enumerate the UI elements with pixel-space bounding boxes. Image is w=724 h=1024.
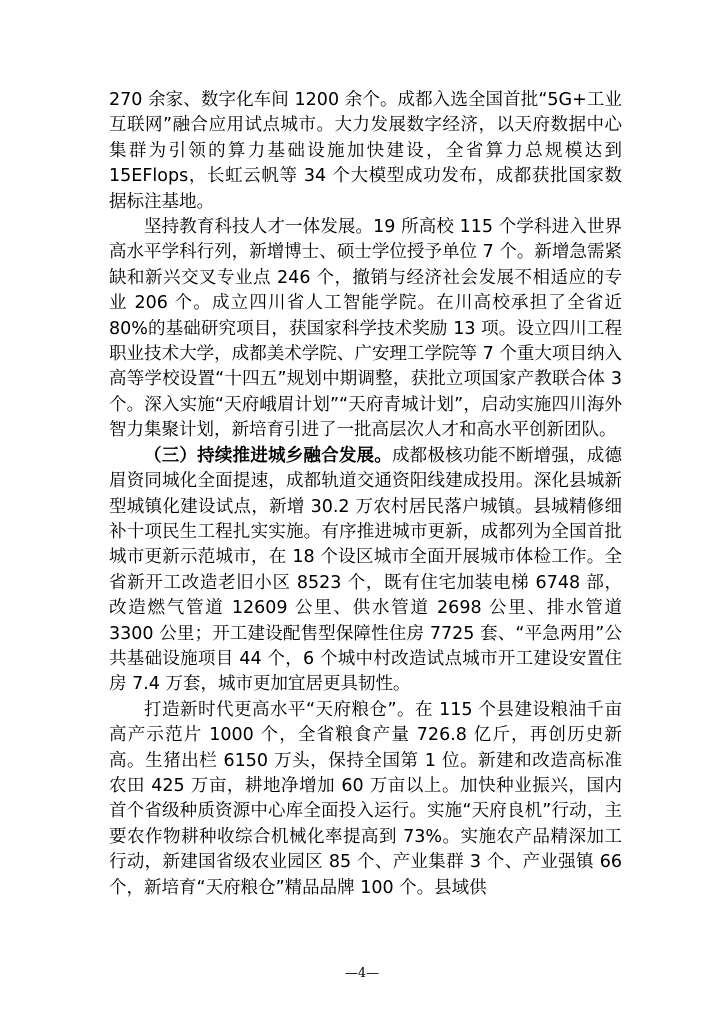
paragraph-text: 打造新时代更高水平“天府粮仓”。在 115 个县建设粮油千亩高产示范片 1000 个，全省粮食产量 726.8 亿斤，再创历史新高。生猪出栏 6150 万头，保持全国第 1 位。新建和改造高标准农田 425 万亩，耕地净增加 60 万亩以上。加快种业振兴，国内首个省级种质资源中心库全面投入运行。实施“天府良机”行动，主要农作物耕种收综合机械化率提高到 73%。实施农产品精深加工行动，新建国省级农业园区 85 个、产业集群 3 个、产业强镇 66 个，新培育“天府粮仓”精品品牌 100 个。县域供 (109, 699, 622, 898)
paragraph-text: 坚持教育科技人才一体发展。19 所高校 115 个学科进入世界高水平学科行列，新增博士、硕士学位授予单位 7 个。新增急需紧缺和新兴交叉专业点 246 个，撤销与经济社会发展不相适应的专业 206 个。成立四川省人工智能学院。在川高校承担了全省近 80%的基础研究项目，获国家科学技术奖励 13 项。设立四川工程职业技术大学，成都美术学院、广安理工学院等 7 个重大项目纳入高等学校设置“十四五”规划中期调整，获批立项国家产教联合体 3 个。深入实施“天府峨眉计划”“天府青城计划”，启动实施四川海外智力集聚计划，新培育引进了一批高层次人才和高水平创新团队。 (109, 217, 622, 441)
paragraph-urban-rural (109, 444, 622, 698)
page-number: —4— (344, 966, 380, 981)
paragraph-text: 成都极核功能不断增强，成德眉资同城化全面提速，成都轨道交通资阳线建成投用。深化县城新型城镇化建设试点，新增 30.2 万农村居民落户城镇。县城精修细补十项民生工程扎实实施。有序推进城市更新，成都列为全国首批城市更新示范城市，在 18 个设区城市全面开展城市体检工作。全省新开工改造老旧小区 8523 个，既有住宅加装电梯 6748 部，改造燃气管道 12609 公里、供水管道 2698 公里、排水管道 3300 公里；开工建设配售型保障性住房 7725 套、“平急两用”公共基础设施项目 44 个，6 个城中村改造试点城市开工建设安置住房 7.4 万套，城市更加宜居更具韧性。 (109, 445, 623, 695)
paragraph-digital-economy (109, 88, 622, 215)
document-body (109, 88, 622, 901)
section-heading: （三）持续推进城乡融合发展。 (144, 445, 392, 466)
paragraph-granary (109, 698, 622, 901)
paragraph-text: 270 余家、数字化车间 1200 余个。成都入选全国首批“5G+工业互联网”融合应用试点城市。大力发展数字经济，以天府数据中心集群为引领的算力基础设施加快建设，全省算力总规模达到 15EFlops，长虹云帆等 34 个大模型成功发布，成都获批国家数据标注基地。 (109, 90, 622, 212)
paragraph-education-talent (109, 215, 622, 444)
